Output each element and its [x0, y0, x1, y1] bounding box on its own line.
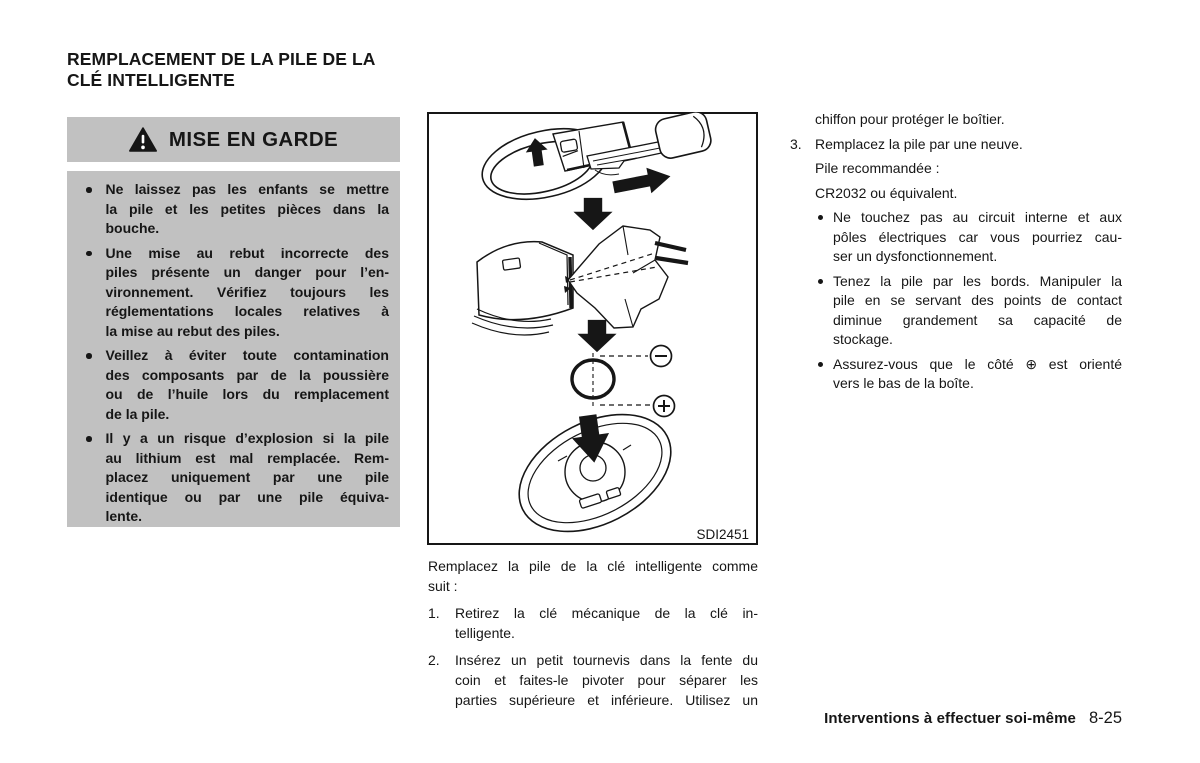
- step-item: [428, 650, 758, 710]
- step2-continuation-text: chiffon pour protéger le boîtier.: [815, 111, 1005, 127]
- sub-bullet-text: Assurez-vous que le côté ⊕ est orienté vers le bas de la boîte.: [833, 355, 1122, 391]
- bullet-dot: [86, 251, 92, 257]
- instructions-intro: Remplacez la pile de la clé intelligente comme suit :: [428, 558, 758, 594]
- instructions-column: [428, 556, 758, 710]
- sub-bullet-text: Tenez la pile par les bords. Manipuler la pile en se servant des points de contact diminue grandement sa capacité de stockage.: [833, 272, 1122, 347]
- warning-triangle-icon: [129, 127, 157, 152]
- figure-label: SDI2451: [696, 527, 749, 542]
- figure-frame: [427, 112, 758, 545]
- bullet-dot: [818, 279, 823, 284]
- footer-section-title: Interventions à effectuer soi-même: [824, 710, 1076, 727]
- warning-item: [86, 346, 389, 424]
- step-text: Remplacez la pile par une neuve.: [815, 135, 1023, 152]
- sub-bullet-text: Ne touchez pas au circuit interne et aux pôles électriques car vous pourriez cau- ser un dysfonctionnement.: [833, 209, 1122, 264]
- warning-item-text: Veillez à éviter toute contamination des composants par de la poussière ou de l’huile lors du remplacement de la pile.: [105, 347, 389, 422]
- sub-bullet-item: [818, 355, 1122, 394]
- step-item: [428, 603, 758, 643]
- plus-terminal-icon: [654, 396, 675, 417]
- warning-item: [86, 180, 389, 239]
- warning-header-label: MISE EN GARDE: [168, 127, 339, 151]
- sub-bullet-item: [818, 208, 1122, 267]
- warning-item: [86, 244, 389, 342]
- battery-type-text: CR2032 ou équivalent.: [815, 184, 958, 201]
- battery-recommendation-label: Pile recommandée :: [815, 160, 940, 176]
- step-item: [790, 135, 1122, 155]
- page-title: REMPLACEMENT DE LA PILE DE LA CLÉ INTELLIGENTE: [67, 49, 376, 90]
- bullet-dot: [818, 215, 823, 220]
- warning-item-text: Il y a un risque d’explosion si la pile au lithium est mal remplacée. Rem- placez uniquement par une pile identique ou par une pile équiva- lente.: [105, 430, 389, 524]
- warning-item: [86, 429, 389, 527]
- step-text: Insérez un petit tournevis dans la fente du coin et faites-le pivoter pour séparer les parties supérieure et inférieure. Utilisez un: [455, 652, 758, 708]
- bullet-dot: [86, 187, 92, 193]
- bullet-dot: [86, 353, 92, 359]
- warning-header: [67, 117, 400, 162]
- bullet-dot: [86, 436, 92, 442]
- warning-item-text: Ne laissez pas les enfants se mettre la pile et les petites pièces dans la bouche.: [105, 181, 389, 236]
- page-footer: [824, 709, 1122, 728]
- step-number: 2.: [428, 652, 440, 668]
- continued-column: [790, 110, 1122, 394]
- minus-terminal-icon: [651, 346, 672, 367]
- step-number: 1.: [428, 605, 440, 621]
- step-number: 3.: [790, 135, 802, 152]
- sub-bullet-item: [818, 272, 1122, 350]
- step-text: Retirez la clé mécanique de la clé in- telligente.: [455, 605, 758, 641]
- footer-page-number: 8-25: [1088, 709, 1122, 727]
- bullet-dot: [818, 362, 823, 367]
- warning-box: [67, 171, 400, 527]
- warning-item-text: Une mise au rebut incorrecte des piles présente un danger pour l’en- vironnement. Vérifiez toujours les réglementations locales relatives à la mise au rebut des piles.: [105, 244, 389, 339]
- key-battery-illustration: [427, 112, 758, 545]
